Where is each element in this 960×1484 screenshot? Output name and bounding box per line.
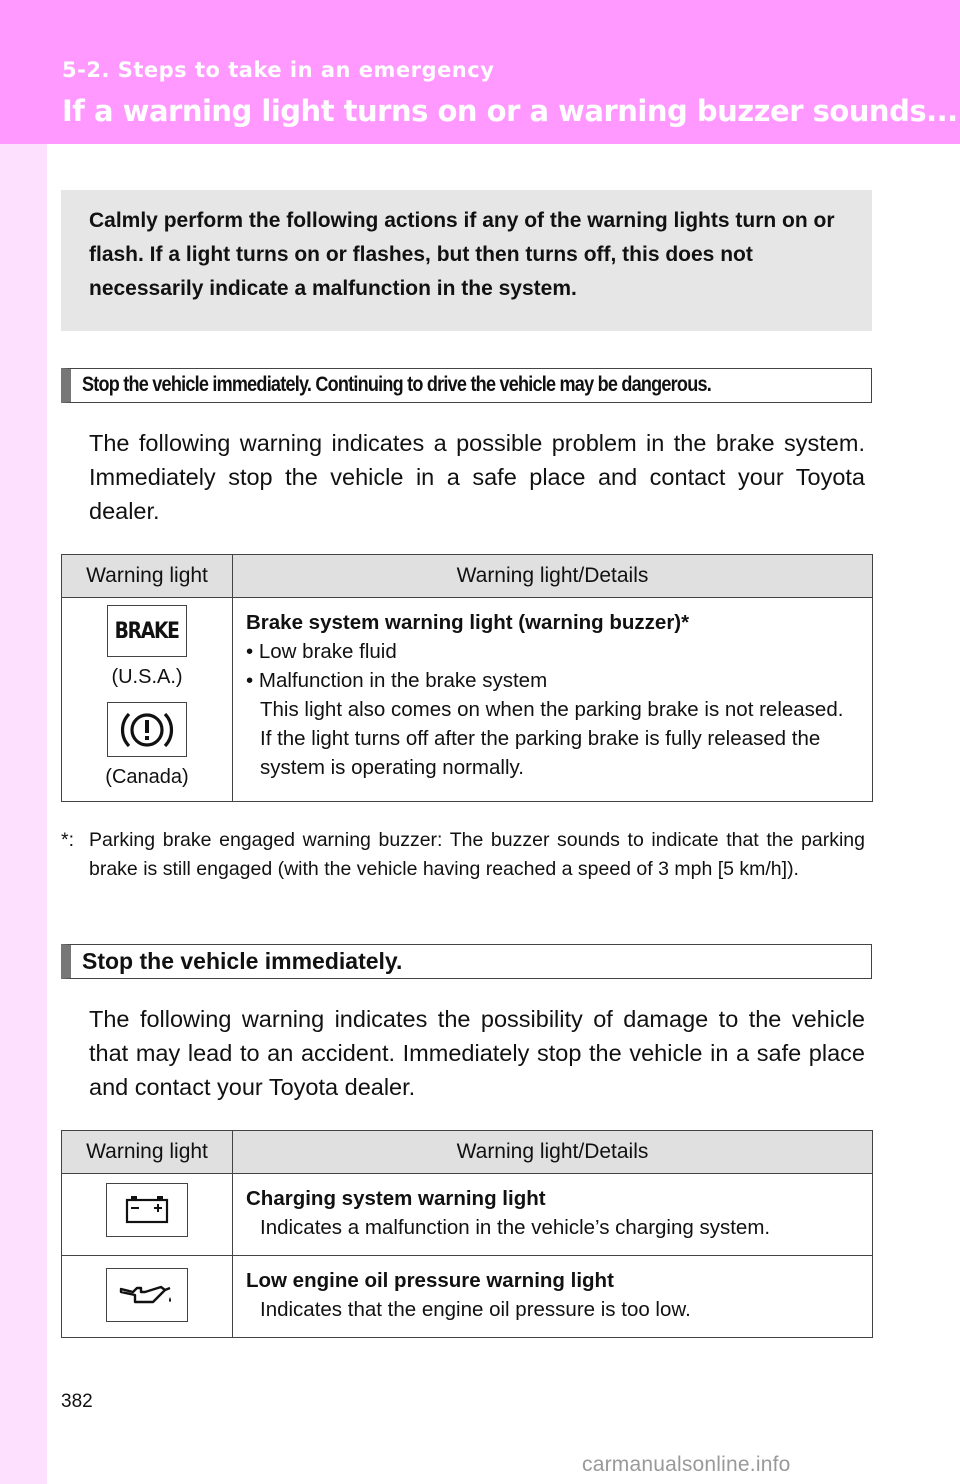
warning-table-brake [61, 554, 873, 802]
exclamation-circle-icon [107, 702, 187, 757]
footnote-mark: *: [61, 829, 75, 851]
section-label: 5-2. Steps to take in an emergency [62, 58, 495, 82]
page-title: If a warning light turns on or a warning buzzer sounds... [62, 94, 958, 128]
intro-text: Calmly perform the following actions if any of the warning lights turn on or flash. If a light turns on or flashes, but then turns off, this does not necessarily indicate a malfunction in the system. [89, 209, 835, 300]
detail-text: Indicates that the engine oil pressure is too low. [260, 1298, 691, 1321]
warning-light-cell [62, 598, 233, 802]
intro-box [61, 190, 872, 331]
detail-bullet-low-fluid: • Low brake fluid [246, 640, 397, 663]
detail-text: Indicates a malfunction in the vehicle’s charging system. [260, 1216, 771, 1239]
column-header-warning-light: Warning light [62, 555, 233, 598]
page-header [0, 0, 960, 144]
column-header-warning-light: Warning light [62, 1131, 233, 1174]
brake-icon-text: BRAKE [114, 618, 180, 644]
battery-icon [106, 1183, 188, 1237]
battery-svg [117, 1190, 177, 1230]
caption-usa: (U.S.A.) [111, 666, 183, 688]
warning-light-cell [62, 1256, 233, 1338]
table-header-row [62, 1131, 873, 1174]
oil-can-icon [106, 1268, 188, 1322]
watermark: carmanualsonline.info [582, 1453, 791, 1476]
section-heading-stop-immediately-dangerous [61, 368, 872, 403]
footnote-text: Parking brake engaged warning buzzer: The buzzer sounds to indicate that the parking brake is still engaged (with the vehicle having reached a speed of 3 mph [5 km/h]). [89, 829, 865, 880]
detail-note: This light also comes on when the parking brake is not released. If the light turns off after the parking brake is fully released the system is operating normally. [260, 698, 844, 779]
warning-table-charging-oil [61, 1130, 873, 1338]
details-cell [233, 598, 873, 802]
section-heading-text: Stop the vehicle immediately. Continuing to drive the vehicle may be dangerous. [82, 373, 711, 396]
section-paragraph: The following warning indicates the possibility of damage to the vehicle that may lead to an accident. Immediately stop the vehicle in a safe place and contact your Toyota dealer. [89, 1006, 865, 1100]
left-margin-band [0, 144, 47, 1484]
warning-light-cell [62, 1174, 233, 1256]
table-row [62, 1256, 873, 1338]
column-header-details: Warning light/Details [233, 555, 873, 598]
detail-bullet-malfunction: • Malfunction in the brake system [246, 669, 548, 692]
exclamation-circle-svg [117, 705, 177, 755]
brake-text-icon [107, 605, 187, 657]
section-heading-stop-immediately [61, 944, 872, 979]
details-cell [233, 1256, 873, 1338]
table-row [62, 1174, 873, 1256]
column-header-details: Warning light/Details [233, 1131, 873, 1174]
table-header-row [62, 555, 873, 598]
section-heading-text: Stop the vehicle immediately. [82, 948, 403, 974]
section-paragraph: The following warning indicates a possible problem in the brake system. Immediately stop the vehicle in a safe place and contact your Toyota dealer. [89, 430, 865, 524]
detail-title: Charging system warning light [246, 1187, 546, 1210]
detail-title: Brake system warning light (warning buzzer)* [246, 611, 690, 634]
caption-canada: (Canada) [105, 766, 189, 788]
page-number: 382 [61, 1391, 93, 1412]
details-cell [233, 1174, 873, 1256]
oil-can-svg [115, 1275, 179, 1315]
footnote [61, 826, 865, 884]
detail-title: Low engine oil pressure warning light [246, 1269, 614, 1292]
table-row [62, 598, 873, 802]
